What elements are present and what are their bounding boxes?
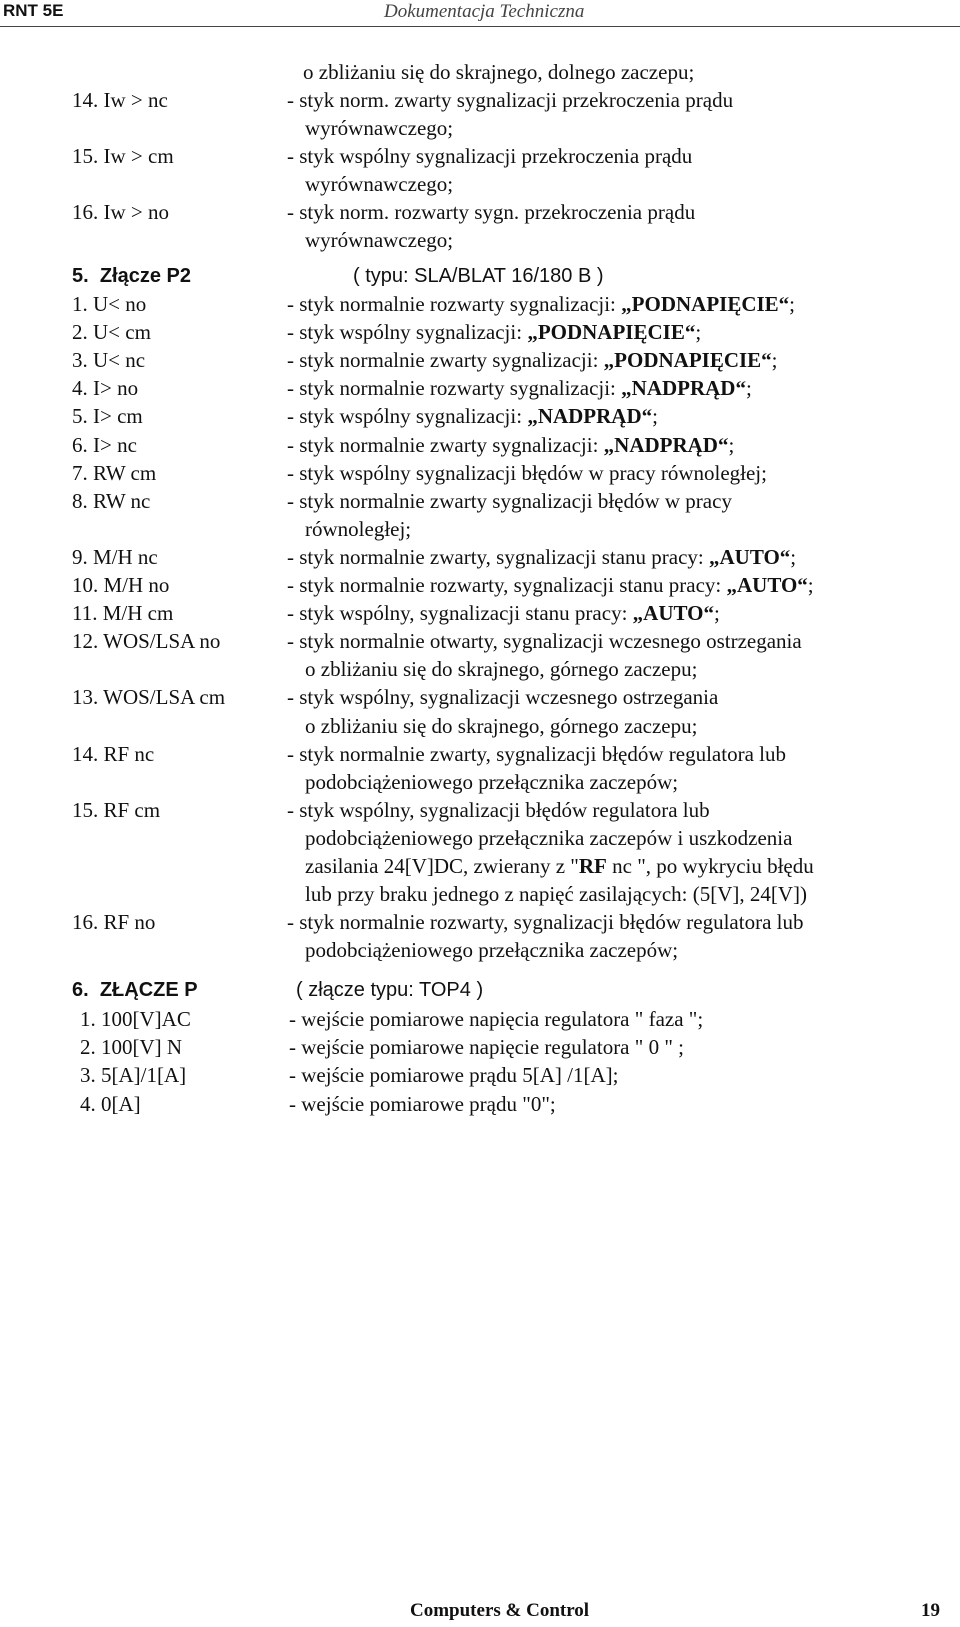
desc-emphasis: „NADPRĄD“	[621, 376, 746, 401]
doc-title: Dokumentacja Techniczna	[384, 1, 585, 22]
item-label: 11. M/H cm	[72, 601, 174, 626]
item-label: 2. 100[V] N	[80, 1035, 183, 1060]
desc-text: - styk wspólny, sygnalizacji wczesnego ostrzegania	[287, 685, 719, 710]
desc-suffix: ;	[771, 348, 778, 373]
desc-text: - styk normalnie rozwarty, sygnalizacji błędów regulatora lub	[287, 910, 804, 935]
item-label: 5. I> cm	[72, 404, 143, 429]
desc-text: - styk normalnie zwarty, sygnalizacji błędów regulatora lub	[287, 741, 786, 766]
desc-emphasis: „NADPRĄD“	[603, 432, 729, 457]
desc-suffix: nc ", po wykryciu błędu	[606, 854, 814, 878]
item-desc	[287, 488, 732, 514]
desc-text: równoległej;	[305, 516, 412, 541]
item-desc-cont	[305, 516, 411, 542]
desc-text: podobciążeniowego przełącznika zaczepów;	[305, 769, 679, 794]
item-label: 10. M/H no	[72, 573, 170, 597]
item-label: 1. U< no	[72, 292, 147, 316]
item-desc	[287, 432, 734, 458]
section-heading	[72, 263, 191, 289]
desc-text: - styk wspólny, sygnalizacji błędów regulatora lub	[287, 797, 710, 822]
item-label: 8. RW nc	[72, 488, 151, 513]
item-label: 7. RW cm	[72, 460, 157, 485]
item-desc: - styk wspólny sygnalizacji przekroczenia prądu	[287, 144, 693, 168]
item-desc: - wejście pomiarowe napięcie regulatora " 0 " ;	[289, 1035, 684, 1060]
item-desc-cont: wyrównawczego;	[305, 172, 454, 196]
item-continuation: o zbliżaniu się do skrajnego, dolnego zaczepu;	[303, 60, 695, 84]
item-desc-cont: wyrównawczego;	[305, 228, 454, 252]
item-desc	[287, 572, 814, 598]
desc-emphasis: „AUTO“	[726, 573, 808, 597]
item-label: 1. 100[V]AC	[80, 1007, 191, 1031]
desc-text: - styk normalnie zwarty sygnalizacji błędów w pracy	[287, 488, 732, 513]
desc-text: - styk normalnie rozwarty, sygnalizacji stanu pracy:	[287, 573, 727, 597]
desc-emphasis: „NADPRĄD“	[527, 404, 653, 429]
desc-text: - styk normalnie rozwarty sygnalizacji:	[287, 376, 622, 401]
desc-text: - styk wspólny, sygnalizacji stanu pracy:	[287, 601, 633, 626]
desc-emphasis: „PODNAPIĘCIE“	[621, 292, 790, 316]
section-type: ( typu: SLA/BLAT 16/180 B )	[353, 265, 604, 287]
page-header	[0, 0, 960, 27]
item-desc	[287, 684, 718, 710]
item-desc-cont	[305, 713, 697, 739]
desc-suffix: ;	[789, 292, 796, 316]
item-desc	[287, 797, 710, 823]
item-desc: - styk norm. zwarty sygnalizacji przekroczenia prądu	[287, 88, 734, 112]
item-desc-cont	[305, 881, 807, 907]
item-label: 13. WOS/LSA cm	[72, 685, 226, 710]
desc-text: podobciążeniowego przełącznika zaczepów;	[305, 938, 679, 963]
desc-suffix: ;	[652, 404, 658, 429]
desc-text: - styk normalnie otwarty, sygnalizacji wczesnego ostrzegania	[287, 629, 802, 654]
item-label: 3. 5[A]/1[A]	[80, 1063, 187, 1088]
item-desc	[287, 544, 796, 570]
item-label: 16. Iw > no	[72, 200, 170, 224]
desc-suffix: ;	[695, 320, 702, 345]
desc-suffix: ;	[807, 573, 814, 597]
item-desc-cont	[305, 825, 792, 851]
desc-emphasis: RF	[578, 854, 607, 878]
section-title: Złącze P2	[99, 265, 191, 287]
section-number: 6.	[72, 979, 89, 1001]
item-label: 9. M/H nc	[72, 544, 158, 569]
section-title: ZŁĄCZE P	[99, 979, 198, 1001]
desc-text: - styk normalnie rozwarty sygnalizacji:	[287, 292, 622, 316]
item-desc-cont	[305, 853, 814, 879]
item-desc	[287, 741, 786, 767]
item-label: 2. U< cm	[72, 320, 151, 345]
desc-suffix: ;	[790, 544, 797, 569]
item-desc-cont: wyrównawczego;	[305, 116, 454, 140]
item-desc	[287, 291, 795, 317]
desc-emphasis: „PODNAPIĘCIE“	[527, 320, 696, 345]
section-number: 5.	[72, 265, 89, 287]
item-desc: - wejście pomiarowe prądu 5[A] /1[A];	[289, 1063, 619, 1088]
item-label: 14. RF nc	[72, 741, 155, 766]
desc-suffix: ;	[745, 376, 752, 401]
desc-emphasis: „AUTO“	[709, 544, 791, 569]
item-desc	[287, 375, 752, 401]
item-label: 4. 0[A]	[80, 1091, 141, 1116]
desc-text: - styk wspólny sygnalizacji błędów w pracy równoległej;	[287, 460, 767, 485]
item-desc-cont	[305, 937, 678, 963]
desc-text: - styk wspólny sygnalizacji:	[287, 404, 528, 429]
item-desc-cont	[305, 656, 697, 682]
item-label: 6. I> nc	[72, 432, 137, 457]
item-label: 4. I> no	[72, 376, 139, 401]
desc-text: o zbliżaniu się do skrajnego, górnego zaczepu;	[305, 713, 698, 738]
desc-text: lub przy braku jednego z napięć zasilających: (5[V], 24[V])	[305, 882, 808, 907]
item-label: 15. RF cm	[72, 797, 161, 822]
item-label: 12. WOS/LSA no	[72, 629, 221, 654]
item-desc: - wejście pomiarowe napięcia regulatora " faza ";	[289, 1007, 704, 1031]
item-desc-cont	[305, 769, 678, 795]
section-type: ( złącze typu: TOP4 )	[296, 979, 484, 1001]
item-label: 15. Iw > cm	[72, 144, 174, 168]
desc-suffix: ;	[713, 601, 720, 626]
desc-text: podobciążeniowego przełącznika zaczepów i uszkodzenia	[305, 825, 793, 850]
desc-text: - styk normalnie zwarty sygnalizacji:	[287, 432, 604, 457]
desc-text: - styk wspólny sygnalizacji:	[287, 320, 528, 345]
desc-emphasis: „PODNAPIĘCIE“	[603, 348, 772, 373]
desc-text: - styk normalnie zwarty, sygnalizacji stanu pracy:	[287, 544, 709, 569]
item-desc	[287, 600, 720, 626]
desc-suffix: ;	[728, 432, 735, 457]
item-desc: - wejście pomiarowe prądu "0";	[289, 1091, 556, 1116]
item-desc	[287, 403, 658, 429]
item-desc	[287, 628, 802, 654]
desc-text: - styk normalnie zwarty sygnalizacji:	[287, 348, 604, 373]
item-label: 14. Iw > nc	[72, 88, 168, 112]
item-desc	[287, 909, 803, 935]
desc-emphasis: „AUTO“	[632, 601, 714, 626]
desc-text: zasilania 24[V]DC, zwierany z "	[305, 854, 579, 878]
item-label: 3. U< nc	[72, 348, 146, 373]
item-desc	[287, 347, 778, 373]
item-desc: - styk norm. rozwarty sygn. przekroczenia prądu	[287, 200, 696, 224]
footer-company: Computers & Control	[410, 1600, 590, 1621]
section-heading	[72, 977, 198, 1003]
item-label: 16. RF no	[72, 910, 156, 935]
desc-text: o zbliżaniu się do skrajnego, górnego zaczepu;	[305, 657, 698, 682]
doc-code: RNT 5E	[3, 1, 64, 20]
item-desc	[287, 460, 767, 486]
page-number: 19	[921, 1600, 940, 1621]
item-desc	[287, 319, 701, 345]
